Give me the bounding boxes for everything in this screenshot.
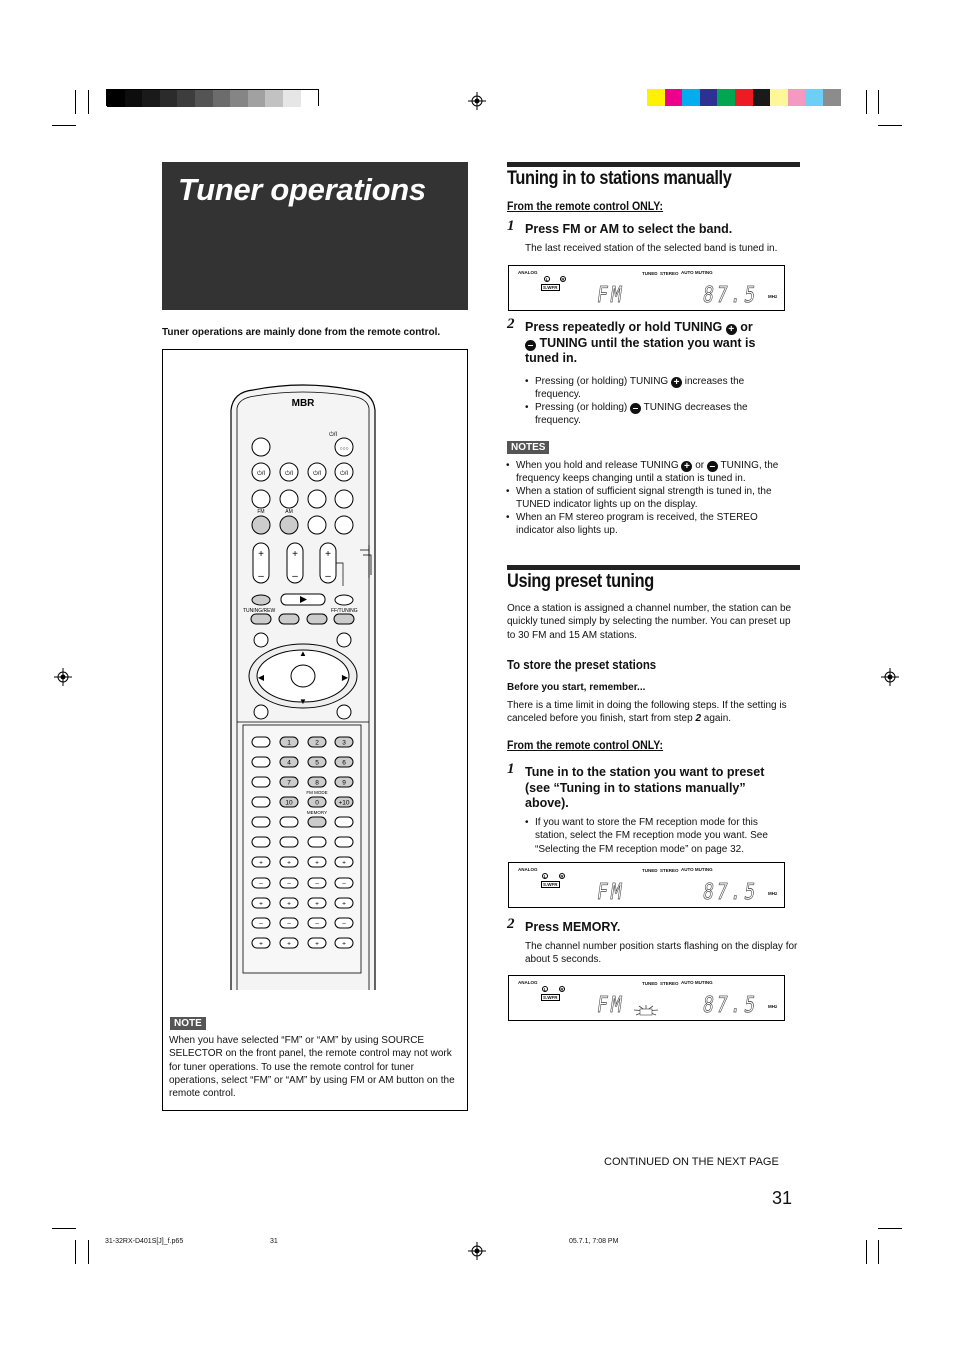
svg-text:▲: ▲ (299, 649, 307, 658)
tuning-plus-icon: + (726, 324, 737, 335)
color-swatch (195, 90, 213, 107)
svg-text:0: 0 (315, 799, 319, 807)
color-swatch (770, 89, 788, 106)
svg-text:+: + (342, 859, 346, 867)
preset-step2: Press MEMORY. (525, 920, 621, 934)
preset-step1: Tune in to the station you want to preset (see “Tuning in to stations manually” above). (525, 765, 765, 810)
notes-item: • When you hold and release TUNING + or – TUNING, the frequency keeps changing until a station is tuned in. (506, 460, 779, 485)
color-swatch (823, 89, 841, 106)
svg-text:–: – (342, 920, 346, 928)
svg-text:+: + (325, 549, 331, 560)
manual-step2: Press repeatedly or hold TUNING + or – TUNING until the station you want is tuned in. (525, 320, 756, 365)
svg-text:+: + (287, 900, 291, 908)
color-swatch (717, 89, 735, 106)
svg-text:+: + (259, 940, 263, 948)
remote-button (335, 837, 353, 847)
svg-text:⏻/I: ⏻/I (312, 471, 322, 477)
fm-label: FM (257, 509, 265, 515)
svg-text:+: + (259, 859, 263, 867)
remote-control-illustration (163, 350, 469, 1112)
svg-text:1: 1 (287, 739, 291, 747)
svg-text:–: – (292, 571, 298, 582)
svg-text:–: – (259, 920, 263, 928)
svg-text:+: + (315, 900, 319, 908)
remote-button (252, 777, 270, 787)
intro-text: Tuner operations are mainly done from the remote control. (162, 327, 441, 338)
footer-page: 31 (270, 1238, 278, 1245)
preset-intro: Once a station is assigned a channel number, the station can be quickly tuned simply by selecting the number. You can preset up to 30 FM and 15 AM stations. (507, 603, 792, 641)
continued-label: CONTINUED ON THE NEXT PAGE (604, 1156, 779, 1168)
svg-text:–: – (259, 880, 263, 888)
svg-text:–: – (287, 880, 291, 888)
power-symbol-label: ⏻/I (328, 432, 338, 438)
svg-text:9: 9 (342, 779, 346, 787)
ff-tuning-label: FF/TUNING (331, 608, 358, 614)
svg-text:7: 7 (287, 779, 291, 787)
remote-logo: MBR (291, 398, 315, 409)
color-swatch (142, 90, 160, 107)
svg-text:▼: ▼ (299, 697, 307, 706)
svg-text:6: 6 (342, 759, 346, 767)
color-swatch (177, 90, 195, 107)
color-swatch (265, 90, 283, 107)
manual-step1: Press FM or AM to select the band. (525, 222, 733, 236)
color-swatch (125, 90, 143, 107)
tuning-rew-label: TUNING/REW (243, 608, 276, 614)
remote-button (252, 737, 270, 747)
section-rule (507, 565, 800, 570)
svg-text:8: 8 (315, 779, 319, 787)
svg-text:–: – (315, 920, 319, 928)
registration-mark-icon (468, 1242, 486, 1260)
step-number: 1 (507, 761, 515, 777)
memory-label: MEMORY (306, 810, 328, 815)
remote-button (252, 837, 270, 847)
remote-button (280, 837, 298, 847)
store-preset-heading: To store the preset stations (507, 657, 657, 672)
remote-button (308, 817, 326, 827)
remote-button (252, 757, 270, 767)
svg-text:⏻/I: ⏻/I (284, 471, 294, 477)
fm-display: ANALOG L R S.WFR TUNED STEREO AUTO MUTING FM 87.5 MHz (508, 862, 785, 908)
svg-text:▶: ▶ (341, 673, 349, 682)
svg-text:4: 4 (287, 759, 291, 767)
step-number: 2 (507, 916, 515, 932)
svg-text:10: 10 (285, 799, 293, 807)
registration-mark-icon (468, 92, 486, 110)
step-number: 1 (507, 218, 515, 234)
color-swatch (160, 90, 178, 107)
cmyk-color-bar (647, 89, 841, 106)
step-number: 2 (507, 316, 515, 332)
section-rule (507, 162, 800, 167)
grayscale-color-bar (106, 89, 319, 106)
note-text: When you have selected “FM” or “AM” by using SOURCE SELECTOR on the front panel, the remote control may not work for tuner operations. To use the remote control for tuner operations, select “FM” or “AM” by using FM or AM button on the remote control. (169, 1035, 455, 1100)
remote-button (308, 837, 326, 847)
preset-bullet: • If you want to store the FM reception mode for this station, select the FM reception mode you want. See “Selecting the FM reception mode” on page 32. (525, 817, 768, 855)
am-label: AM (285, 509, 293, 515)
svg-text:+10: +10 (338, 799, 350, 807)
svg-text:–: – (325, 571, 331, 582)
remote-illustration-frame (162, 349, 468, 1111)
footer-filename: 31-32RX-D401S[J]_f.p65 (105, 1238, 184, 1245)
color-swatch (753, 89, 771, 106)
svg-text:+: + (287, 859, 291, 867)
svg-text:+: + (258, 549, 264, 560)
from-remote-label: From the remote control ONLY: (507, 199, 664, 213)
color-swatch (248, 90, 266, 107)
color-swatch (735, 89, 753, 106)
manual-tuning-title: Tuning in to stations manually (507, 168, 732, 189)
svg-text:+: + (342, 900, 346, 908)
color-swatch (213, 90, 231, 107)
tuning-minus-icon: – (630, 403, 641, 414)
registration-mark-icon (54, 668, 72, 686)
preset-step2-desc: The channel number position starts flashing on the display for about 5 seconds. (525, 941, 798, 966)
svg-text:+: + (259, 900, 263, 908)
title-banner (162, 162, 468, 310)
from-remote-label: From the remote control ONLY: (507, 738, 664, 752)
svg-text:+: + (342, 940, 346, 948)
tuning-minus-icon: – (525, 340, 536, 351)
svg-text:+: + (315, 859, 319, 867)
notes-label: NOTES (507, 441, 549, 454)
color-swatch (665, 89, 683, 106)
svg-text:○○○: ○○○ (339, 446, 349, 452)
color-swatch (788, 89, 806, 106)
svg-text:3: 3 (342, 739, 346, 747)
svg-text:⏻/I: ⏻/I (256, 471, 266, 477)
footer-date: 05.7.1, 7:08 PM (569, 1238, 619, 1245)
color-swatch (682, 89, 700, 106)
svg-text:–: – (315, 880, 319, 888)
svg-text:+: + (287, 940, 291, 948)
svg-text:+: + (292, 549, 298, 560)
svg-text:2: 2 (315, 739, 319, 747)
svg-text:–: – (258, 571, 264, 582)
flashing-indicator-icon (631, 1005, 661, 1017)
svg-text:5: 5 (315, 759, 319, 767)
svg-text:–: – (342, 880, 346, 888)
before-start-label: Before you start, remember... (507, 682, 646, 693)
fm-mode-label: FM MODE (306, 790, 328, 795)
color-swatch (647, 89, 665, 106)
tuning-plus-icon: + (681, 461, 692, 472)
color-swatch (283, 90, 301, 107)
manual-bullet: • Pressing (or holding) – TUNING decreases the frequency. (525, 402, 748, 427)
notes-item: • When an FM stereo program is received, the STEREO indicator also lights up. (506, 512, 758, 537)
page-title: Tuner operations (178, 172, 426, 207)
before-start-text: There is a time limit in doing the following steps. If the setting is canceled before you finish, start from step 2 again. (507, 700, 787, 725)
registration-mark-icon (881, 668, 899, 686)
remote-button (252, 797, 270, 807)
manual-bullet: • Pressing (or holding) TUNING + increases the frequency. (525, 376, 745, 401)
tuning-plus-icon: + (671, 377, 682, 388)
svg-text:+: + (315, 940, 319, 948)
tuning-minus-icon: – (707, 461, 718, 472)
remote-button (335, 817, 353, 827)
fm-display: ANALOG L R S.WFR TUNED STEREO AUTO MUTING FM 87.5 MHz (508, 265, 785, 311)
notes-item: • When a station of sufficient signal strength is tuned in, the TUNED indicator lights up on the display. (506, 486, 772, 511)
color-swatch (230, 90, 248, 107)
color-swatch (805, 89, 823, 106)
color-swatch (700, 89, 718, 106)
svg-text:–: – (287, 920, 291, 928)
note-label: NOTE (170, 1017, 206, 1030)
color-swatch (107, 90, 125, 107)
color-swatch (301, 90, 319, 107)
page-number: 31 (772, 1188, 793, 1208)
svg-text:◀: ◀ (257, 673, 265, 682)
svg-text:⏻/I: ⏻/I (339, 471, 349, 477)
fm-display-flashing: ANALOG L R S.WFR TUNED STEREO AUTO MUTING FM 87.5 MHz (508, 975, 785, 1021)
manual-step1-desc: The last received station of the selected band is tuned in. (525, 243, 778, 254)
remote-button (280, 817, 298, 827)
remote-button (252, 817, 270, 827)
preset-tuning-title: Using preset tuning (507, 571, 654, 592)
